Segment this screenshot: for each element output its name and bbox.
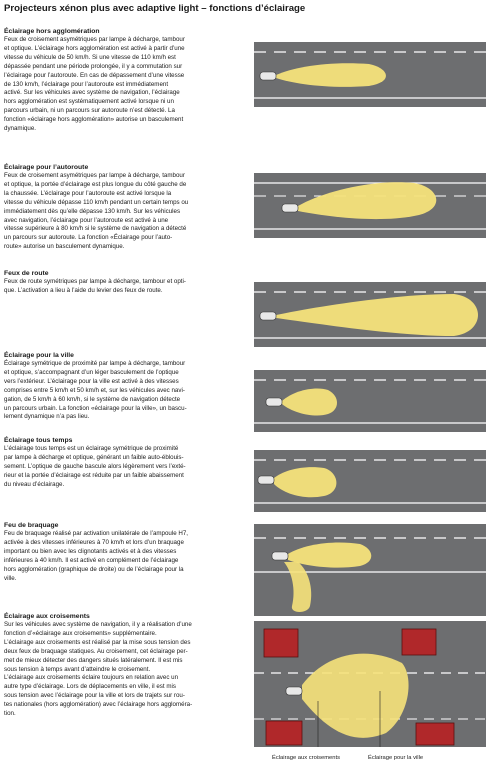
illustration-eclairage-hors-agglomeration [254, 42, 486, 107]
section-body: Feu de braquage réalisé par activation unilatérale de l’ampoule H7, activée à des vitesses inférieures à 70 km/h et lors d’un braquage important ou bien avec les clignotants activés et à des vitesses inférieures à 40 km/h. Il est activé en complément de l’éclairage hors agglomération (graphique de droite) ou de l’éclairage pour la ville. [4, 530, 189, 582]
section-eclairage-hors-agglomeration [4, 27, 242, 134]
legend-eclairage-ville: Éclairage pour la ville [368, 755, 424, 761]
section-heading: Éclairage pour la ville [4, 352, 74, 359]
illustration-eclairage-tous-temps [254, 450, 486, 512]
car-icon [258, 476, 274, 484]
illustration-eclairage-croisements [254, 621, 486, 747]
section-heading: Feux de route [4, 270, 49, 277]
section-body: Éclairage symétrique de proximité par lampe à décharge, tambour et optique, s’accompagnant d’un léger basculement de l’optique vers l’extérieur. L’éclairage pour la ville est activé à des vitesses comprises entre 5 km/h et 50 km/h et, sur les véhicules avec navi- gation, de 5 km/h à 60 km/h, si le système de navigation détecte un parcours urbain. La fonction «éclairage pour la ville», un bascu- lement dynamique n’a pas lieu. [4, 360, 187, 421]
section-eclairage-croisements [4, 612, 242, 719]
section-feux-de-route [4, 269, 242, 296]
building-icon [402, 629, 436, 655]
building-icon [264, 629, 298, 657]
section-body: L’éclairage tous temps est un éclairage symétrique de proximité par lampe à décharge et optique, générant un faible auto-éblouis- sement. L’optique de gauche bascule alors légèrement vers l’exté- rieur et la portée d’éclairage est réduite par un faible abaissement du niveau d’éclairage. [4, 445, 186, 488]
section-heading: Éclairage hors agglomération [4, 28, 100, 35]
section-heading: Éclairage tous temps [4, 437, 73, 444]
car-icon [266, 398, 282, 406]
building-icon [266, 721, 302, 745]
car-icon [260, 312, 276, 320]
illustration-feu-de-braquage [254, 524, 486, 616]
section-heading: Feu de braquage [4, 522, 59, 529]
page-title: Projecteurs xénon plus avec adaptive light – fonctions d’éclairage [4, 3, 306, 14]
illustration-feux-de-route [254, 282, 486, 347]
section-heading: Éclairage pour l’autoroute [4, 164, 89, 171]
car-icon [286, 687, 302, 695]
legend-eclairage-croisements: Éclairage aux croisements [272, 755, 340, 761]
section-body: Feux de route symétriques par lampe à décharge, tambour et opti- que. L’activation a lieu à l’aide du levier des feux de route. [4, 278, 186, 294]
section-body: Sur les véhicules avec système de navigation, il y a réalisation d’une fonction d’«éclairage aux croisements» supplémentaire. L’éclairage aux croisements est réalisé par la mise sous tension des deux feux de braquage statiques. Au croisement, cet éclairage per- met de mieux détecter des dangers situés latéralement. Il est mis sous tension à temps avant d’atteindre le croisement. L’éclairage aux croisements éclaire toujours en relation avec un autre type d’éclairage. Lors de déplacements en ville, il est mis sous tension avec l’éclairage pour la ville et lors de trajets sur rou- tes nationales (hors agglomération) avec l’éclairage hors aggloméra- tion. [4, 621, 193, 718]
section-heading: Éclairage aux croisements [4, 613, 90, 620]
car-icon [272, 552, 288, 560]
car-icon [260, 72, 276, 80]
section-body: Feux de croisement asymétriques par lampe à décharge, tambour et optique, la portée d’éclairage est plus longue du côté gauche de la chaussée. L’éclairage pour l’autoroute est activé lorsque la vitesse du véhicule dépasse 110 km/h pendant un certain temps ou immédiatement dès qu’elle dépasse 130 km/h. Sur les véhicules avec navigation, l’éclairage pour l’autoroute est activé à une vitesse supérieure à 80 km/h si le système de navigation a détecté un parcours sur autoroute. La fonction «Éclairage pour l’auto- route» autorise un basculement dynamique. [4, 172, 189, 251]
section-eclairage-tous-temps [4, 436, 242, 490]
illustration-eclairage-autoroute [254, 173, 486, 238]
building-icon [416, 723, 454, 745]
section-eclairage-ville [4, 351, 242, 422]
section-eclairage-autoroute [4, 163, 242, 252]
section-feu-de-braquage [4, 521, 242, 583]
illustration-eclairage-ville [254, 370, 486, 432]
car-icon [282, 204, 298, 212]
section-body: Feux de croisement asymétriques par lampe à décharge, tambour et optique. L’éclairage hors agglomération est activé à partir d’une vitesse du véhicule de 50 km/h. Si une vitesse de 110 km/h est dépassée pendant une période prolongée, il y a commutation sur l’éclairage pour l’autoroute. En cas de dépassement d’une vitesse de 130 km/h, l’éclairage pour l’autoroute est immédiatement activé. Sur les véhicules avec système de navigation, l’éclairage hors agglomération est systématiquement activé lorsque ni un parcours urbain, ni un parcours sur autoroute n’est détecté. La fonction «éclairage hors agglomération» autorise un basculement dynamique. [4, 36, 185, 133]
